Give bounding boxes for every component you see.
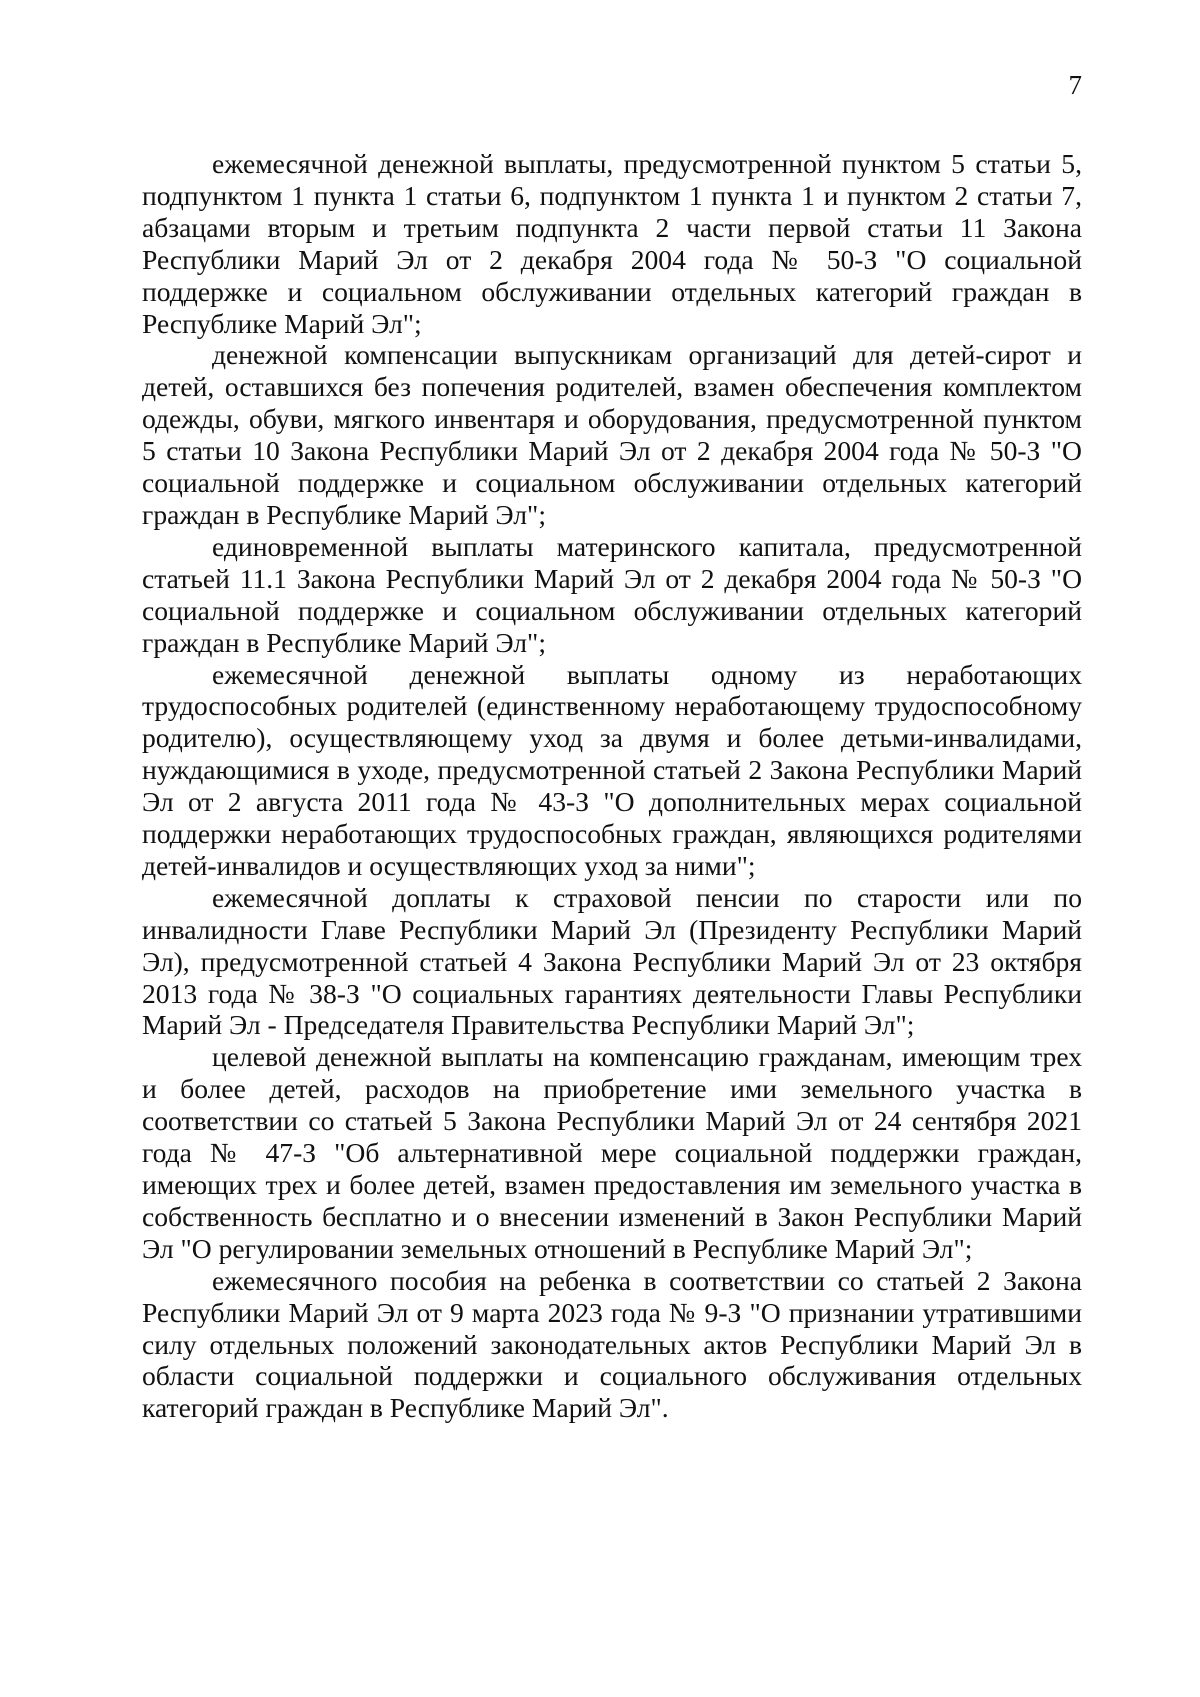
paragraph-monthly-payment: ежемесячной денежной выплаты, предусмотренной пунктом 5 статьи 5, подпунктом 1 пункта 1 статьи 6, подпунктом 1 пункта 1 и пунктом 2 статьи 7, абзацами вторым и третьим подпункта 2 части первой статьи 11 Закона Республики Марий Эл от 2 декабря 2004 года № 50-З "О социальной поддержке и социальном обслуживании отдельных категорий граждан в Республике Марий Эл"; (142, 148, 1082, 339)
document-body (142, 148, 1082, 1424)
paragraph-orphan-compensation: денежной компенсации выпускникам организаций для детей-сирот и детей, оставшихся без попечения родителей, взамен обеспечения комплектом одежды, обуви, мягкого инвентаря и оборудования, предусмотренной пунктом 5 статьи 10 Закона Республики Марий Эл от 2 декабря 2004 года № 50-З "О социальной поддержке и социальном обслуживании отдельных категорий граждан в Республике Марий Эл"; (142, 339, 1082, 530)
paragraph-land-compensation: целевой денежной выплаты на компенсацию гражданам, имеющим трех и более детей, расходов на приобретение ими земельного участка в соответствии со статьей 5 Закона Республики Марий Эл от 24 сентября 2021 года № 47-З "Об альтернативной мере социальной поддержки граждан, имеющих трех и более детей, взамен предоставления им земельного участка в собственность бесплатно и о внесении изменений в Закон Республики Марий Эл "О регулировании земельных отношений в Республике Марий Эл"; (142, 1041, 1082, 1264)
paragraph-child-allowance: ежемесячного пособия на ребенка в соответствии со статьей 2 Закона Республики Марий Эл от 9 марта 2023 года № 9-З "О признании утратившими силу отдельных положений законодательных актов Республики Марий Эл в области социальной поддержки и социального обслуживания отдельных категорий граждан в Республике Марий Эл". (142, 1264, 1082, 1424)
paragraph-pension-supplement: ежемесячной доплаты к страховой пенсии по старости или по инвалидности Главе Республики Марий Эл (Президенту Республики Марий Эл), предусмотренной статьей 4 Закона Республики Марий Эл от 23 октября 2013 года № 38-З "О социальных гарантиях деятельности Главы Республики Марий Эл - Председателя Правительства Республики Марий Эл"; (142, 881, 1082, 1041)
page-number: 7 (1068, 70, 1082, 100)
paragraph-disabled-children-care: ежемесячной денежной выплаты одному из неработающих трудоспособных родителей (единственному неработающему трудоспособному родителю), осуществляющему уход за двумя и более детьми-инвалидами, нуждающимися в уходе, предусмотренной статьей 2 Закона Республики Марий Эл от 2 августа 2011 года № 43-З "О дополнительных мерах социальной поддержки неработающих трудоспособных граждан, являющихся родителями детей-инвалидов и осуществляющих уход за ними"; (142, 658, 1082, 881)
paragraph-maternity-capital: единовременной выплаты материнского капитала, предусмотренной статьей 11.1 Закона Республики Марий Эл от 2 декабря 2004 года № 50-З "О социальной поддержке и социальном обслуживании отдельных категорий граждан в Республике Марий Эл"; (142, 530, 1082, 658)
